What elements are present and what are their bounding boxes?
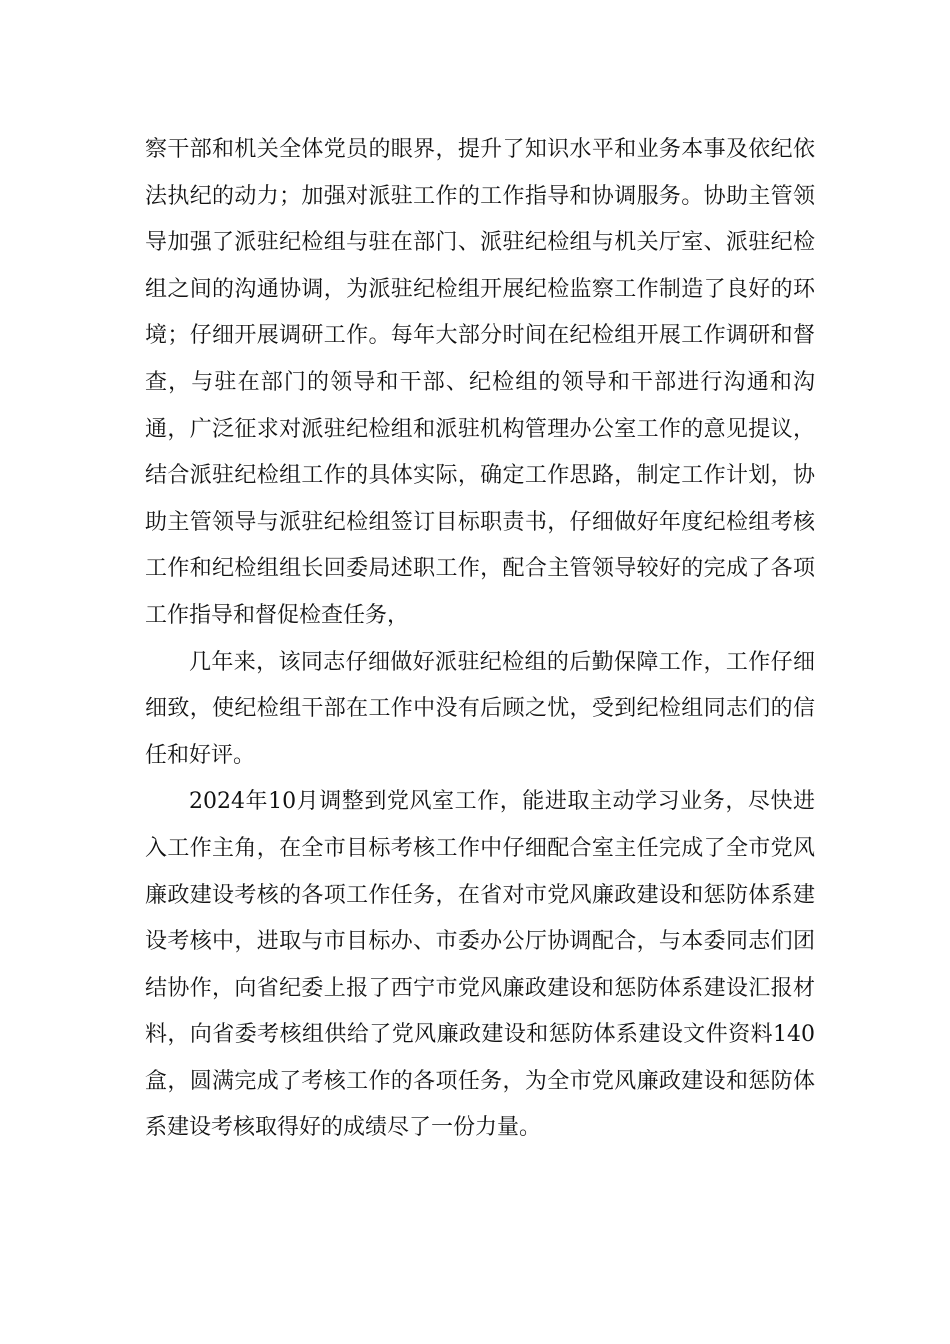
paragraph-2: 几年来，该同志仔细做好派驻纪检组的后勤保障工作，工作仔细细致，使纪检组干部在工作中没有后顾之忧，受到纪检组同志们的信任和好评。 [145, 649, 815, 768]
document-body [145, 127, 815, 1152]
paragraph-3: 2024年10月调整到党风室工作，能进取主动学习业务，尽快进入工作主角，在全市目标考核工作中仔细配合室主任完成了全市党风廉政建设考核的各项工作任务，在省对市党风廉政建设和惩防体系建设考核中，进取与市目标办、市委办公厅协调配合，与本委同志们团结协作，向省纪委上报了西宁市党风廉政建设和惩防体系建设汇报材料，向省委考核组供给了党风廉政建设和惩防体系建设文件资料140盒，圆满完成了考核工作的各项任务，为全市党风廉政建设和惩防体系建设考核取得好的成绩尽了一份力量。 [145, 789, 815, 1141]
paragraph-1: 察干部和机关全体党员的眼界，提升了知识水平和业务本事及依纪依法执纪的动力；加强对派驻工作的工作指导和协调服务。协助主管领导加强了派驻纪检组与驻在部门、派驻纪检组与机关厅室、派驻纪检组之间的沟通协调，为派驻纪检组开展纪检监察工作制造了良好的环境；仔细开展调研工作。每年大部分时间在纪检组开展工作调研和督查，与驻在部门的领导和干部、纪检组的领导和干部进行沟通和沟通，广泛征求对派驻纪检组和派驻机构管理办公室工作的意见提议，结合派驻纪检组工作的具体实际，确定工作思路，制定工作计划，协助主管领导与派驻纪检组签订目标职责书，仔细做好年度纪检组考核工作和纪检组组长回委局述职工作，配合主管领导较好的完成了各项工作指导和督促检查任务， [145, 137, 815, 628]
